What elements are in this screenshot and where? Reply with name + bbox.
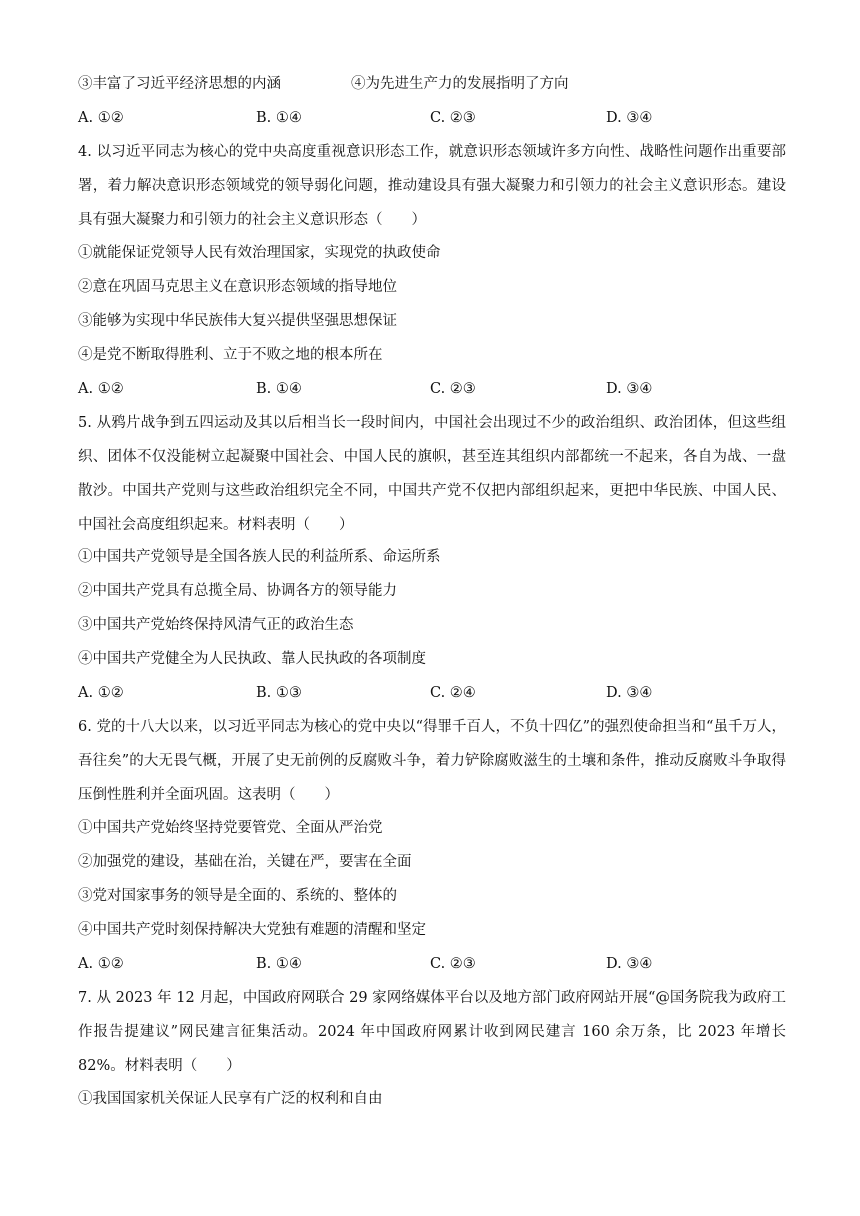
q5-answer-d: D. ③④: [606, 685, 653, 701]
q5-option-2: ②中国共产党具有总揽全局、协调各方的领导能力: [78, 583, 397, 599]
q3-answer-c: C. ②③: [430, 110, 476, 126]
q4-option-4: ④是党不断取得胜利、立于不败之地的根本所在: [78, 347, 383, 363]
q5-answer-b: B. ①③: [256, 685, 302, 701]
q3-answer-a: A. ①②: [78, 110, 124, 126]
q6-answer-d: D. ③④: [606, 956, 653, 972]
q6-stem: 6. 党的十八大以来，以习近平同志为核心的党中央以“得罪千百人，不负十四亿”的强烈使命担当和“虽千万人，吾往矣”的大无畏气概，开展了史无前例的反腐败斗争，着力铲除腐败滋生的土壤和条件，推动反腐败斗争取得压倒性胜利并全面巩固。这表明（ ）: [78, 719, 786, 803]
q3-answer-d: D. ③④: [606, 110, 653, 126]
q4-option-1: ①就能保证党领导人民有效治理国家，实现党的执政使命: [78, 245, 441, 261]
q4-stem: 4. 以习近平同志为核心的党中央高度重视意识形态工作，就意识形态领域许多方向性、战略性问题作出重要部署，着力解决意识形态领域党的领导弱化问题，推动建设具有强大凝聚力和引领力的社会主义意识形态。建设具有强大凝聚力和引领力的社会主义意识形态（ ）: [78, 144, 786, 228]
q6-option-4: ④中国共产党时刻保持解决大党独有难题的清醒和坚定: [78, 922, 426, 938]
q4-answer-b: B. ①④: [256, 381, 302, 397]
q5-answer-a: A. ①②: [78, 685, 124, 701]
q3-option-4: ④为先进生产力的发展指明了方向: [351, 76, 569, 92]
q5-option-3: ③中国共产党始终保持风清气正的政治生态: [78, 617, 354, 633]
q3-option-3: ③丰富了习近平经济思想的内涵: [78, 76, 281, 92]
q6-option-2: ②加强党的建设，基础在治，关键在严，要害在全面: [78, 854, 412, 870]
q6-option-1: ①中国共产党始终坚持党要管党、全面从严治党: [78, 820, 383, 836]
q4-option-2: ②意在巩固马克思主义在意识形态领域的指导地位: [78, 279, 397, 295]
q6-answer-b: B. ①④: [256, 956, 302, 972]
q5-answer-c: C. ②④: [430, 685, 476, 701]
q7-stem: 7. 从 2023 年 12 月起，中国政府网联合 29 家网络媒体平台以及地方部门政府网站开展“@国务院我为政府工作报告提建议”网民建言征集活动。2024 年中国政府网累计收到网民建言 160 余万条，比 2023 年增长 82%。材料表明（ ）: [78, 990, 786, 1074]
q4-answer-a: A. ①②: [78, 381, 124, 397]
q3-answer-b: B. ①④: [256, 110, 302, 126]
q5-option-4: ④中国共产党健全为人民执政、靠人民执政的各项制度: [78, 651, 426, 667]
q6-answer-a: A. ①②: [78, 956, 124, 972]
q6-option-3: ③党对国家事务的领导是全面的、系统的、整体的: [78, 888, 397, 904]
q7-option-1: ①我国国家机关保证人民享有广泛的权利和自由: [78, 1091, 383, 1107]
q4-answer-c: C. ②③: [430, 381, 476, 397]
q5-stem: 5. 从鸦片战争到五四运动及其以后相当长一段时间内，中国社会出现过不少的政治组织、政治团体，但这些组织、团体不仅没能树立起凝聚中国社会、中国人民的旗帜，甚至连其组织内部都统一不起来，各自为战、一盘散沙。中国共产党则与这些政治组织完全不同，中国共产党不仅把内部组织起来，更把中华民族、中国人民、中国社会高度组织起来。材料表明（ ）: [78, 415, 786, 533]
q4-answer-d: D. ③④: [606, 381, 653, 397]
q5-option-1: ①中国共产党领导是全国各族人民的利益所系、命运所系: [78, 549, 441, 565]
q4-option-3: ③能够为实现中华民族伟大复兴提供坚强思想保证: [78, 313, 397, 329]
q6-answer-c: C. ②③: [430, 956, 476, 972]
